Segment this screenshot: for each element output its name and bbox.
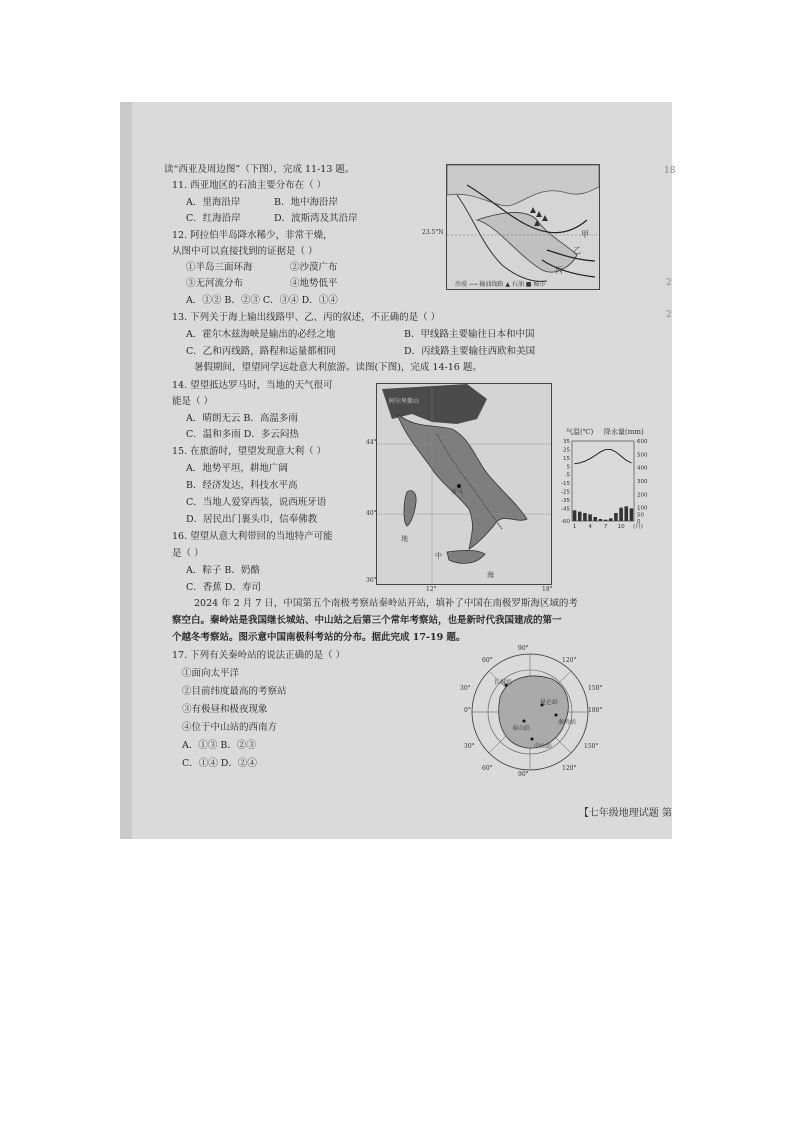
- margin-mark-2: 2: [666, 278, 672, 288]
- deg-30-bl: 30°: [464, 743, 475, 750]
- deg-150-r: 150°: [588, 685, 603, 692]
- option-17-4: ④位于中山站的西南方: [182, 722, 278, 733]
- precip-tick-label: 0: [637, 519, 641, 525]
- question-14: 14. 望望抵达罗马时，当地的天气很可: [172, 380, 333, 391]
- temp-tick-label: -45: [561, 506, 570, 513]
- deg-180-r: 180°: [588, 707, 603, 714]
- option-15a: A．地势平坦，耕地广阔: [186, 463, 288, 474]
- option-13b: B．甲线路主要输往日本和中国: [404, 329, 535, 340]
- lat-40: 40°: [366, 510, 377, 517]
- antarctica-map-drawing: [460, 647, 603, 777]
- option-15d: D．居民出门裹头巾，信奉佛教: [186, 514, 318, 525]
- question-11: 11. 西亚地区的石油主要分布在（ ）: [172, 180, 327, 191]
- question-16-cont: 是（ ）: [172, 548, 204, 559]
- lat-44: 44°: [366, 439, 377, 446]
- deg-120-tr: 120°: [562, 657, 577, 664]
- option-12-2: ②沙漠广布: [290, 262, 338, 273]
- options-17ab: A．①③ B．②③: [182, 740, 256, 751]
- route-bing-label: 丙: [555, 266, 563, 275]
- option-11d: D．波斯湾及其沿岸: [274, 213, 358, 224]
- temp-line: [575, 449, 632, 463]
- station-kunlun: 昆仑站: [540, 699, 559, 706]
- options-16cd: C．香蕉 D．寿司: [186, 582, 261, 593]
- option-13c: C．乙和丙线路，路程和运量都相同: [186, 346, 336, 357]
- month-tick-label: 10: [617, 524, 625, 530]
- month-tick-label: 4: [588, 524, 592, 530]
- intro-17-19-line3: 个越冬考察站。图示意中国南极科考站的分布。据此完成 17-19 题。: [172, 632, 466, 643]
- precip-bar: [619, 508, 623, 521]
- precip-bar: [614, 513, 618, 521]
- sea-label-1: 地: [401, 535, 408, 543]
- question-12-cont: 从图中可以直接找到的证据是（ ）: [172, 246, 318, 257]
- options-14cd: C．温和多雨 D．多云闷热: [186, 429, 299, 440]
- chart-ylabel-right: 降水量(mm): [604, 428, 644, 436]
- precip-bar: [588, 514, 592, 521]
- intro-17-19-line1: 2024 年 2 月 7 日，中国第五个南极考察站秦岭站开站，填补了中国在南极罗斯海区域的考: [194, 598, 578, 609]
- temp-tick-label: -5: [564, 472, 570, 479]
- option-12-1: ①半岛三面环海: [186, 262, 253, 273]
- precip-tick-label: 600: [637, 439, 648, 445]
- option-15b: B．经济发达，科技水平高: [186, 480, 298, 491]
- option-13d: D．丙线路主要输往西欧和美国: [404, 346, 536, 357]
- route-jia-label: 甲: [581, 230, 589, 239]
- question-16: 16. 望望从意大利带回的当地特产可能: [172, 531, 333, 542]
- route-yi-label: 乙: [573, 246, 581, 255]
- map1-legend: 沙漠 ⟶ 输油线路 ▲ 石油 ■ 城市: [455, 281, 546, 288]
- precip-bar: [578, 512, 582, 521]
- page-footer: 【七年级地理试题 第: [578, 808, 672, 819]
- option-11c: C．红海沿岸: [186, 213, 241, 224]
- temp-tick-label: 35: [563, 439, 570, 445]
- intro-11-13: 读“西亚及周边图”（下图），完成 11-13 题。: [164, 164, 355, 175]
- chart-ylabel-left: 气温(℃): [566, 428, 594, 436]
- alps-label: 阿尔卑斯山: [389, 398, 420, 405]
- question-14-cont: 能是（ ）: [172, 396, 214, 407]
- option-17-2: ②目前纬度最高的考察站: [182, 686, 287, 697]
- precip-tick-label: 100: [637, 505, 648, 512]
- deg-60-tl: 60°: [482, 657, 493, 664]
- intro-17-19-line2: 察空白。秦岭站是我国继长城站、中山站之后第三个常年考察站，也是新时代我国建成的第一: [172, 615, 562, 626]
- station-taishan: 泰山站: [512, 725, 531, 732]
- lat-36: 36°: [366, 577, 377, 584]
- scanned-page: [120, 102, 676, 839]
- option-13a: A．霍尔木兹海峡是输出的必经之地: [186, 329, 336, 340]
- precip-tick-label: 500: [637, 452, 648, 459]
- station-qinling: 秦岭站: [558, 719, 577, 726]
- question-15: 15. 在旅游时，望望发现意大利（ ）: [172, 446, 327, 457]
- italy-map-drawing: [377, 384, 551, 584]
- deg-150-br: 150°: [584, 743, 599, 750]
- options-14ab: A．晴朗无云 B．高温多雨: [186, 413, 298, 424]
- month-tick-label: (月): [633, 524, 643, 530]
- deg-90-bottom: 90°: [518, 771, 529, 778]
- month-tick-label: 7: [603, 524, 608, 530]
- options-17cd: C．①④ D．②④: [182, 758, 257, 769]
- west-asia-map: [446, 164, 600, 290]
- precip-bar: [604, 520, 608, 521]
- precip-bar: [624, 506, 628, 521]
- option-12-3: ③无河流分布: [186, 278, 244, 289]
- deg-0-l: 0°: [464, 707, 471, 714]
- precip-bar: [573, 510, 577, 521]
- temp-tick-label: -15: [561, 481, 570, 488]
- lon-12: 12°: [426, 586, 437, 593]
- temp-tick-label: 25: [563, 447, 570, 454]
- intro-14-16: 暑假期间，望望同学远赴意大利旅游。读图(下图)，完成 14-16 题。: [194, 362, 482, 373]
- option-17-3: ③有极昼和极夜现象: [182, 704, 268, 715]
- month-tick-label: 1: [572, 524, 577, 530]
- rome-label: 罗马: [451, 489, 464, 496]
- options-16ab: A．粽子 B．奶酪: [186, 565, 260, 576]
- deg-120-br: 120°: [562, 765, 577, 772]
- west-asia-map-drawing: [447, 165, 599, 289]
- temp-tick-label: -60: [561, 519, 570, 525]
- margin-mark-1: 18: [664, 166, 676, 176]
- precip-tick-label: 400: [637, 465, 648, 472]
- deg-30-l: 30°: [460, 685, 471, 692]
- climate-chart: [550, 427, 662, 531]
- page-shadow: [120, 102, 132, 839]
- option-11b: B．地中海沿岸: [274, 197, 338, 208]
- climate-chart-plot: [550, 427, 662, 531]
- option-12-4: ④地势低平: [290, 278, 338, 289]
- lon-18: 18°: [542, 586, 553, 593]
- tropic-label: 23.5°N: [422, 229, 444, 236]
- precip-tick-label: 200: [637, 492, 648, 499]
- precip-bar: [593, 517, 597, 521]
- station-changcheng: 长城站: [494, 679, 513, 686]
- precip-bar: [583, 513, 587, 521]
- option-11a: A．里海沿岸: [186, 197, 241, 208]
- option-17-1: ①面向太平洋: [182, 668, 240, 679]
- sea-label-2: 中: [435, 552, 442, 560]
- question-13: 13. 下列关于海上输出线路甲、乙、丙的叙述，不正确的是（ ）: [172, 312, 441, 323]
- question-12: 12. 阿拉伯半岛降水稀少，非常干燥，: [172, 230, 333, 241]
- precip-bar: [630, 508, 634, 521]
- temp-tick-label: 5: [566, 464, 570, 471]
- answers-12: A．①② B．②③ C．③④ D．①④: [186, 295, 338, 306]
- temp-tick-label: -25: [561, 489, 570, 496]
- station-zhongshan: 中山站: [534, 743, 553, 750]
- precip-bar: [609, 518, 613, 521]
- precip-tick-label: 300: [637, 479, 648, 485]
- italy-map: [376, 383, 552, 585]
- temp-tick-label: 15: [563, 455, 570, 462]
- option-15c: C．当地人爱穿西装，说西班牙语: [186, 497, 327, 508]
- sea-label-3: 海: [487, 571, 494, 579]
- margin-mark-3: 2: [666, 310, 672, 320]
- temp-tick-label: -35: [561, 497, 570, 504]
- question-17: 17. 下列有关秦岭站的说法正确的是（ ）: [172, 650, 346, 661]
- antarctica-map: [460, 645, 603, 778]
- deg-60-bl: 60°: [482, 765, 493, 772]
- deg-90-top: 90°: [518, 645, 529, 652]
- precip-bar: [599, 519, 603, 521]
- precip-tick-label: 50: [637, 512, 644, 519]
